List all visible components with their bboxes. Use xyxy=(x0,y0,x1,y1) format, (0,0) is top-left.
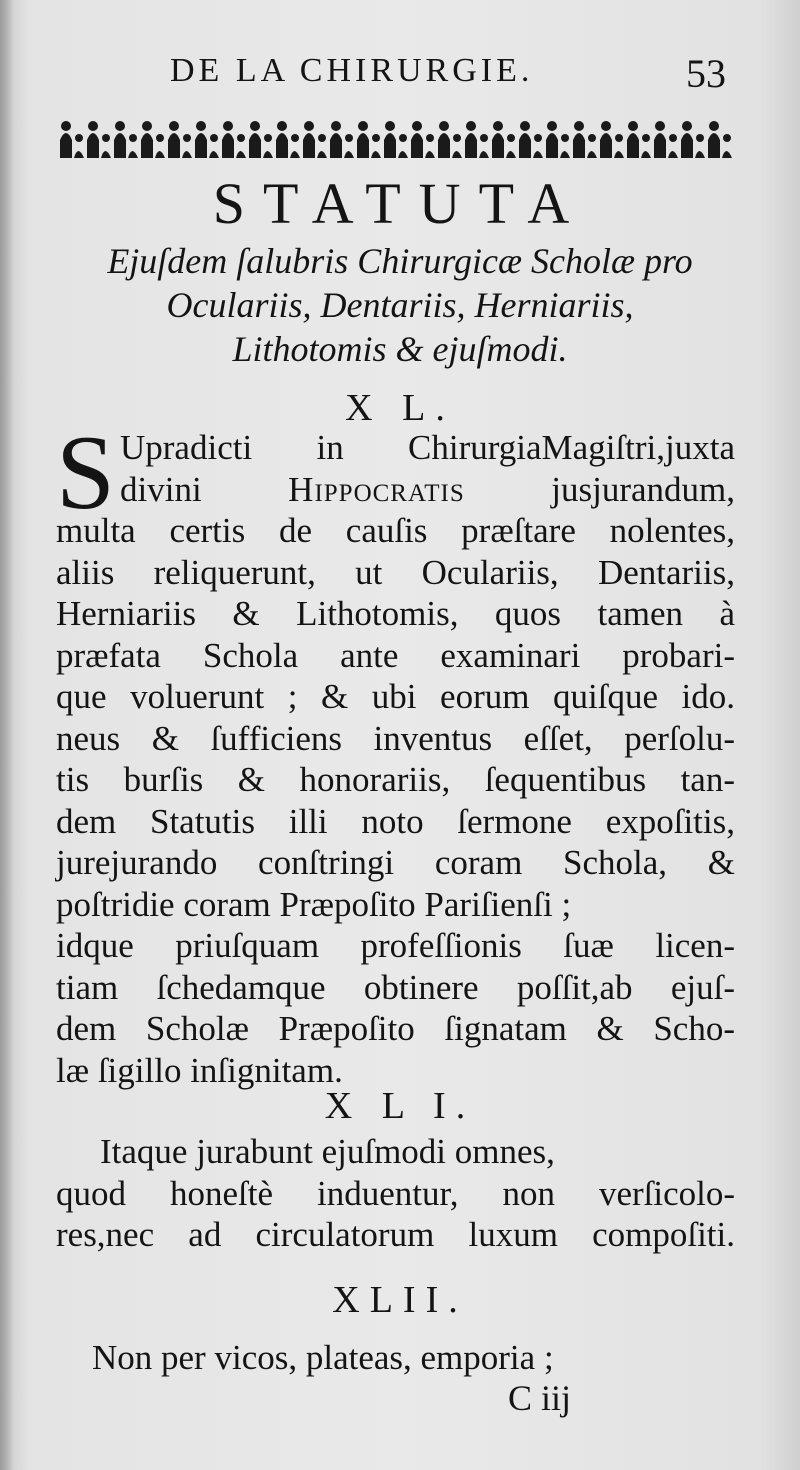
subtitle-line-1: Ejuſdem ſalubris Chirurgicæ Scholæ pro xyxy=(107,241,693,281)
text-line: Non per vicos, plateas, emporia ; xyxy=(92,1338,554,1377)
text-line: poſtridie coram Præpoſito Pariſienſi ; xyxy=(56,884,572,924)
text-line: læ ſigillo inſignitam. xyxy=(56,1050,343,1090)
text-line: aliis reliquerunt, ut Oculariis, Dentariis, xyxy=(56,552,735,592)
subtitle-line-2: Oculariis, Dentariis, Herniariis, xyxy=(166,285,634,325)
text-line: multa certis de cauſis præſtare nolentes, xyxy=(56,511,735,550)
text-line: Itaque jurabunt ejuſmodi omnes, xyxy=(100,1132,555,1171)
text-line: tiam ſchedamque obtinere poſſit,ab ejuſ- xyxy=(56,967,735,1007)
text-line: jurejurando conſtringi coram Schola, & xyxy=(56,843,735,882)
text-line: præfata Schola ante examinari probari- xyxy=(56,635,735,675)
subtitle-line-3: Lithotomis & ejuſmodi. xyxy=(232,329,568,369)
text-line: quod honeſtè induentur, non verſicolo- xyxy=(56,1173,735,1213)
signature-catchword: C iij xyxy=(508,1378,572,1418)
running-head: DE LA CHIRURGIE. xyxy=(170,52,534,89)
text-line: dem Scholæ Præpoſito ſignatam & Scho- xyxy=(56,1009,735,1048)
text-line: Upradicti in ChirurgiaMagiſtri,juxta xyxy=(120,428,735,467)
page-number: 53 xyxy=(686,51,726,96)
text-line: tis burſis & honorariis, ſequentibus tan- xyxy=(56,760,735,799)
text-line: que voluerunt ; & ubi eorum quiſque ido. xyxy=(56,677,735,716)
section-number-xlii: XLII. xyxy=(332,1279,468,1321)
text-line: idque priuſquam profeſſionis ſuæ licen- xyxy=(56,926,735,965)
heading-statuta: STATUTA xyxy=(212,171,588,236)
text-line: dem Statutis illi noto ſermone expoſitis, xyxy=(56,801,735,841)
text-line: Herniariis & Lithotomis, quos tamen à xyxy=(56,594,735,633)
section-number-xl: X L. xyxy=(345,387,455,429)
text-line: divini Hippocratis jusjurandum, xyxy=(120,469,735,509)
section-number-xli: X L I. xyxy=(324,1085,476,1127)
text-line: neus & ſufficiens inventus eſſet, perſolu- xyxy=(56,718,735,758)
printers-ornament-band xyxy=(56,118,740,162)
text-line: res,nec ad circulatorum luxum compoſiti. xyxy=(56,1215,735,1254)
drop-cap: S xyxy=(56,414,115,531)
